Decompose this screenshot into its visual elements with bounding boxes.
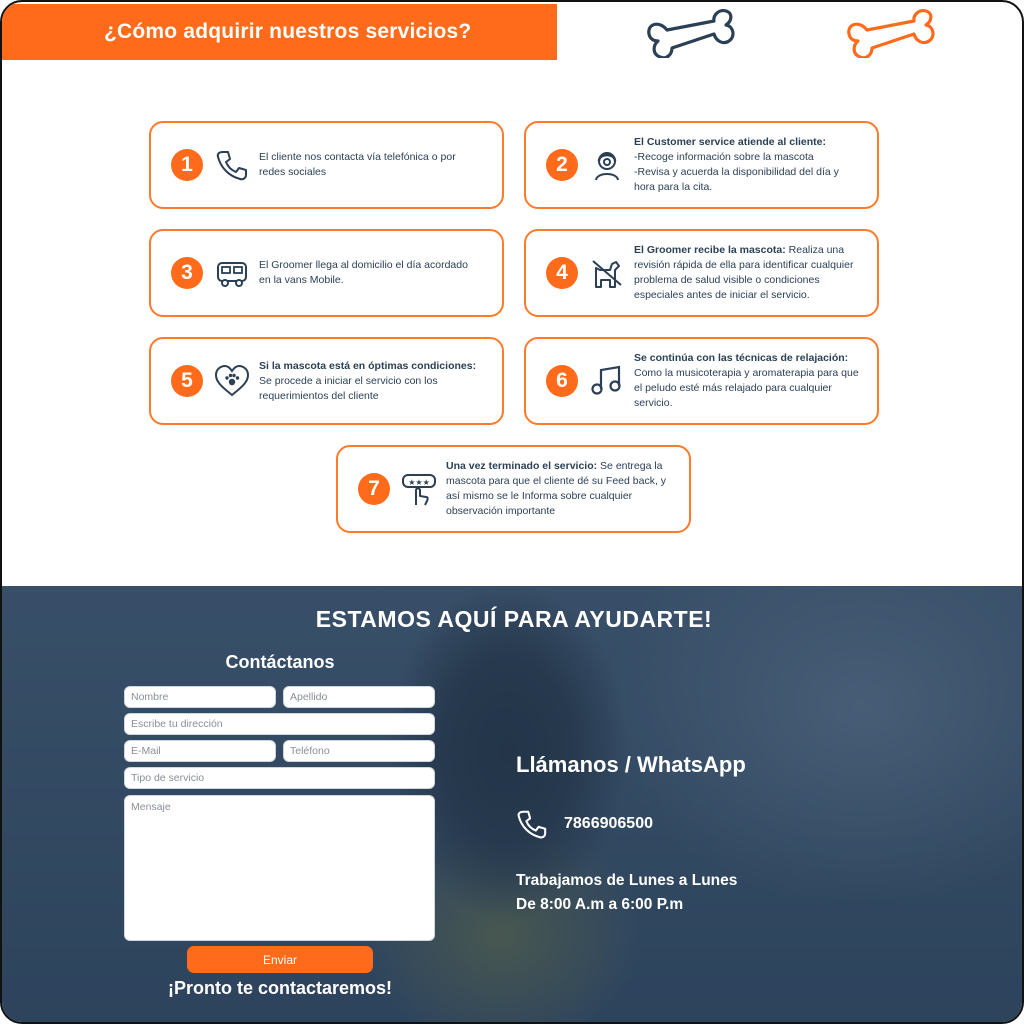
step-number: 4 (546, 257, 578, 289)
svg-text:★★★: ★★★ (408, 478, 430, 487)
step-card-2 (524, 121, 879, 209)
step-line: -Revisa y acuerda la disponibilidad del día y (634, 166, 839, 178)
step-line: Como la musicoterapia y aromaterapia para que (634, 367, 859, 379)
step-card-5 (149, 337, 504, 425)
step-text (634, 243, 865, 303)
contact-heading: ESTAMOS AQUÍ PARA AYUDARTE! (315, 606, 713, 632)
contact-section (2, 586, 1024, 1024)
step-text (259, 150, 468, 180)
hours-days: Trabajamos de Lunes a Lunes (516, 872, 738, 889)
phone-number[interactable]: 7866906500 (564, 815, 653, 832)
name-input[interactable] (124, 686, 276, 708)
contact-soon-text: ¡Pronto te contactaremos! (167, 978, 393, 998)
step-number: 6 (546, 365, 578, 397)
phone-icon (516, 808, 548, 840)
business-hours (516, 869, 737, 917)
step-line: El cliente nos contacta vía telefónica o por (259, 151, 456, 163)
send-button[interactable]: Enviar (187, 946, 373, 973)
music-note-icon (588, 362, 626, 400)
step-text (634, 351, 871, 411)
step-line: así mismo se le Informa sobre cualquier (446, 490, 633, 502)
step-line: revisión rápida de ella para identificar cualquier (634, 259, 854, 271)
step-bold-text: Se continúa con las técnicas de relajación: (634, 352, 849, 364)
step-line: redes sociales (259, 166, 327, 178)
step-card-7 (336, 445, 691, 533)
step-number: 5 (171, 365, 203, 397)
message-textarea[interactable] (124, 795, 435, 941)
step-card-6 (524, 337, 879, 425)
step-text (259, 359, 488, 404)
section-title: ¿Cómo adquirir nuestros servicios? (104, 20, 472, 43)
step-text (634, 135, 851, 195)
step-text (259, 258, 480, 288)
step-bold-text: El Customer service atiende al cliente: (634, 136, 826, 148)
email-input[interactable] (124, 740, 276, 762)
step-line: mascota para que el cliente dé su Feed back, y (446, 475, 667, 487)
phone-input[interactable] (283, 740, 435, 762)
step-card-1 (149, 121, 504, 209)
step-line: hora para la cita. (634, 181, 713, 193)
hours-time: De 8:00 A.m a 6:00 P.m (516, 896, 684, 913)
phone-row[interactable] (516, 808, 653, 840)
step-line: el peludo esté más relajado para cualquier (634, 382, 832, 394)
step-line: El Groomer llega al domicilio el día acordado (259, 259, 468, 271)
bone-icon (845, 6, 941, 58)
address-input[interactable] (124, 713, 435, 735)
step-line: Se procede a iniciar el servicio con los (259, 374, 438, 387)
step-line: -Recoge información sobre la mascota (634, 151, 814, 163)
section-header-banner (2, 4, 557, 60)
dog-icon (588, 254, 626, 292)
step-number: 2 (546, 149, 578, 181)
step-card-3 (149, 229, 504, 317)
step-line: especiales antes de iniciar el servicio. (634, 289, 810, 301)
step-card-4 (524, 229, 879, 317)
step-line: requerimientos del cliente (259, 389, 379, 402)
step-number: 7 (358, 473, 390, 505)
bone-icon (645, 6, 741, 58)
phone-icon (213, 146, 251, 184)
lastname-input[interactable] (283, 686, 435, 708)
heart-paw-icon (213, 362, 251, 400)
feedback-stars-icon (400, 470, 438, 508)
customer-service-icon (588, 146, 626, 184)
van-icon (213, 254, 251, 292)
call-whatsapp-title: Llámanos / WhatsApp (516, 752, 746, 777)
step-line: servicio. (634, 397, 673, 409)
step-bold-text: Si la mascota está en óptimas condiciones: (259, 359, 477, 372)
contact-form-title: Contáctanos (225, 652, 335, 672)
step-bold-text: Una vez terminado el servicio: (446, 460, 598, 472)
step-number: 1 (171, 149, 203, 181)
step-line: Realiza una (785, 244, 845, 256)
step-number: 3 (171, 257, 203, 289)
step-text (446, 459, 678, 519)
step-line: Se entrega la (597, 460, 663, 472)
service-type-input[interactable] (124, 767, 435, 789)
step-line: en la vans Mobile. (259, 274, 344, 286)
step-line: problema de salud visible o condiciones (634, 274, 820, 286)
step-bold-text: El Groomer recibe la mascota: (634, 244, 786, 256)
step-line: observación importante (446, 505, 556, 517)
